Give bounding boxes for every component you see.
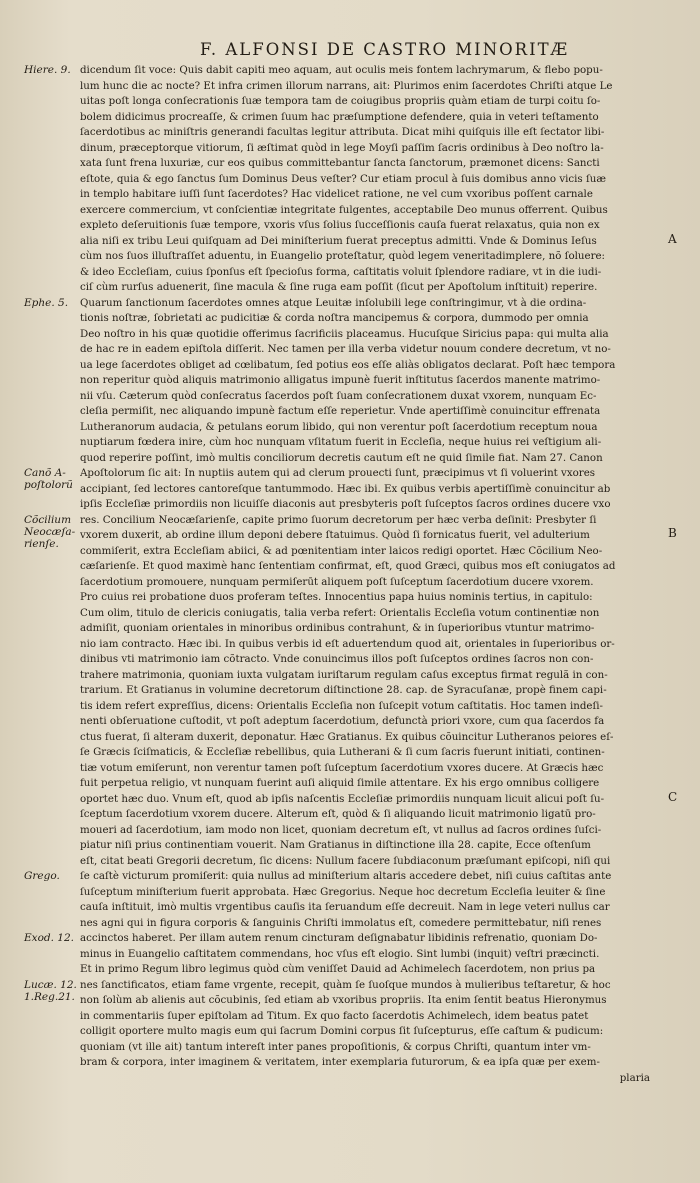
margin-citation <box>24 870 60 882</box>
text-line: Apoſtolorum ſic ait: In nuptiis autem qui ad clerum prouecti ſunt, præcipimus vt ſi voluerint vxores <box>80 467 596 479</box>
text-line: oportet hæc duo. Vnum eſt, quod ab ipſis naſcentis Eccleſiæ primordiis nunquam licuit alicui poſt ſu- <box>80 792 605 805</box>
text-line: Lutheranorum audacia, & petulans eorum libido, qui non verentur poſt ſacerdotium receptum noua <box>80 420 598 433</box>
text-line: Quarum ſanctionum ſacerdotes omnes atque Leuitæ inſolubili lege conſtringimur, vt à die ordina- <box>80 296 587 309</box>
text-line: accinctos haberet. Per illam autem renum cincturam deſignabatur libidinis refrenatio, quoniam Do- <box>80 932 598 944</box>
text-line: nes ſanctificatos, etiam fame vrgente, recepit, quàm ſe ſuoſque mundos à mulieribus teſtaretur, & hoc <box>80 978 611 991</box>
margin-citation-text: Lucæ. 12. <box>24 978 77 991</box>
text-line: cleſia permiſit, nec aliquando impunè factum eſſe reperietur. Vnde apertiſſimè conuincitur effrenata <box>80 405 601 417</box>
text-line: quoniam (vt ille ait) tantum intereſt inter panes propoſitionis, & corpus Chriſti, quantum inter vm- <box>80 1040 591 1053</box>
text-line: in commentariis ſuper epiſtolam ad Titum. Ex quo facto ſacerdotis Achimelech, idem beatus patet <box>80 1009 589 1022</box>
margin-citation-text: poſtolorũ <box>24 479 73 491</box>
margin-citation <box>24 932 74 944</box>
text-line: Cum olim, titulo de clericis coniugatis, talia verba refert: Orientalis Eccleſia votum continentiæ non <box>80 606 600 619</box>
text-line: non reperitur quòd aliquis matrimonio alligatus impunè fuerit inſtitutus ſacerdos manente matrimo- <box>80 374 601 386</box>
text-line: non ſolùm ab alienis aut cõcubinis, ſed etiam ab vxoribus propriis. Ita enim ſentit beatus Hieronymus <box>80 994 607 1006</box>
text-line: bolem didicimus procreaſſe, & crimen ſuum hac præſumptione defendere, quia in veteri teſtamento <box>80 110 599 123</box>
text-line: trahere matrimonia, quoniam iuxta vulgatam iuriſtarum regulam caſus exceptus firmat regulã in con- <box>80 668 608 681</box>
text-line: vxorem duxerit, ab ordine illum deponi debere ſtatuimus. Quòd ſi fornicatus fuerit, vel adulterium <box>80 529 590 541</box>
text-line: ciſ cùm rurſus aduenerit, ſine macula & ſine ruga eam poſſit (ſicut per Apoſtolum inſtituit) reperire. <box>80 281 598 293</box>
section-letter: C <box>668 789 678 804</box>
text-line: in templo habitare iuſſi ſunt ſacerdotes? Hac videlicet ratione, ne vel cum vxoribus poſſent carnale <box>80 188 593 200</box>
text-line: bram & corpora, inter imaginem & veritatem, inter exemplaria futurorum, & ea ipſa quæ per exem- <box>80 1056 600 1068</box>
margin-citation-text: Canõ A- <box>24 467 66 479</box>
margin-citation-text: Ephe. 5. <box>24 296 69 309</box>
text-line: moueri ad ſacerdotium, iam modo non licet, quoniam decretum eſt, vt nullus ad ſacros ordines ſuſci- <box>80 823 602 836</box>
text-line: nio iam contracto. Hæc ibi. In quibus verbis id eſt aduertendum quod ait, orientales in ſuperioribus or- <box>80 637 615 650</box>
margin-citation-text: rienſe. <box>24 537 59 550</box>
margin-citation <box>24 467 73 491</box>
text-line: cauſa inſtituit, imò multis vrgentibus cauſis ita ſeruandum eſſe decreuit. Nam in lege veteri nullus car <box>80 901 610 913</box>
text-line: exercere commercium, vt conſcientiæ integritate fulgentes, acceptabile Deo munus offerrent. Quibus <box>80 203 608 216</box>
running-header: F. ALFONSI DE CASTRO MINORITÆ <box>200 40 570 59</box>
text-line: expleto deſeruitionis ſuæ tempore, vxoris vſus ſolius ſucceſſionis cauſa fuerat relaxatus, quia non ex <box>80 219 600 231</box>
margin-citation <box>24 64 71 76</box>
text-line: uitas poſt longa conſecrationis ſuæ tempora tam de coiugibus propriis quàm etiam de turpi coitu ſo- <box>80 95 601 107</box>
text-line: ſuſceptum miniſterium fuerit approbata. Hæc Gregorius. Neque hoc decretum Eccleſia leuiter & ſine <box>80 885 606 898</box>
text-line: & ideo Eccleſiam, cuius ſponſus eſt ſpecioſus forma, caſtitatis voluit ſplendore radiare, vt in die iudi- <box>80 265 602 278</box>
body-text <box>80 63 650 1086</box>
text-line: ua lege ſacerdotes obliget ad cœlibatum, ſed potius eos eſſe aliàs obligatos declarat. Poſt hæc tempora <box>80 358 616 371</box>
text-line: piatur niſi prius continentiam vouerit. Nam Gratianus in diſtinctione illa 28. capite, Ecce oſtenſum <box>80 839 591 851</box>
text-line: dinum, præceptorque vitiorum, ſi æſtimat quòd in lege Moyſi paſſim ſacris ordinibus à Deo noſtro la- <box>80 141 604 154</box>
margin-citation <box>24 979 77 1003</box>
text-line: ſe caſtè victurum promiſerit: quia nullus ad miniſterium altaris accedere debet, niſi cuius caſtitas ante <box>80 870 612 882</box>
text-line: ſacerdotium promouere, nunquam permiſerūt aliquem poſt ſuſceptum ſacerdotium ducere vxorem. <box>80 575 594 588</box>
text-line: nes agni qui in figura corporis & ſanguinis Chriſti immolatus eſt, comedere permittebatur, niſi renes <box>80 916 602 929</box>
text-line: nii vſu. Cæterum quòd conſecratus ſacerdos poſt ſuam conſecrationem duxat vxorem, nunquam Ec- <box>80 389 597 402</box>
margin-citation-text: Neocæſa- <box>24 525 76 538</box>
text-line: tiæ votum emiſerunt, non verentur tamen poſt ſuſceptum ſacerdotium vxores ducere. At Græcis hæc <box>80 761 604 774</box>
margin-citation <box>24 297 68 309</box>
text-line: ſe Græcis ſciſmaticis, & Eccleſiæ rebellibus, quia Lutherani & ſi cum ſacris fuerunt initiati, continen- <box>80 746 605 758</box>
text-line: de hac re in eadem epiſtola diſſerit. Nec tamen per illa verba videtur nouum condere decretum, vt no- <box>80 343 611 355</box>
margin-citation-text: Grego. <box>24 870 60 882</box>
text-line: tis idem refert expreſſius, dicens: Orientalis Eccleſia non ſuſcepit votum caſtitatis. Hoc tamen indeſi- <box>80 699 604 712</box>
text-line: eſtote, quia & ego ſanctus ſum Dominus Deus veſter? Cur etiam procul à ſuis domibus anno vicis ſuæ <box>80 172 606 185</box>
text-line: alia niſi ex tribu Leui quiſquam ad Dei miniſterium fuerat preceptus admitti. Vnde & Dominus Ieſus <box>80 234 597 247</box>
text-line: colligit oportere multo magis eum qui ſacrum Domini corpus ſit ſuſcepturus, eſſe caſtum & pudicum: <box>80 1025 604 1037</box>
section-letter: B <box>668 526 677 540</box>
text-line: res. Concilium Neocæſarienſe, capite primo ſuorum decretorum per hæc verba deſinit: Presbyter ſi <box>80 513 597 526</box>
text-line: ſceptum ſacerdotium vxorem ducere. Alterum eſt, quòd & ſi aliquando licuit matrimonio ligatū pro- <box>80 808 596 820</box>
text-line: xata ſunt frena luxuriæ, cur eos quibus committebantur ſancta ſanctorum, præmonet dicens: Sancti <box>80 157 600 169</box>
section-letter: A <box>668 231 677 246</box>
text-line: accipiant, ſed lectores cantoreſque tantummodo. Hæc ibi. Ex quibus verbis apertiſſimè conuincitur ab <box>80 482 611 495</box>
text-line: minus in Euangelio caſtitatem commendans, hoc vſus eſt elogio. Sint lumbi (inquit) veſtri præcincti. <box>80 947 600 960</box>
margin-citation-text: Cõcilium <box>24 513 72 526</box>
text-line: ctus fuerat, ſi alteram duxerit, deponatur. Hæc Gratianus. Ex quibus cõuincitur Lutheranos peiores eſ- <box>80 730 614 743</box>
margin-citation-text: 1.Reg.21. <box>24 990 75 1003</box>
text-line: quod reperire poſſint, imò multis conciliorum decretis cautum eſt ne quid ſimile fiat. Nam 27. Canon <box>80 451 603 464</box>
text-line: ipſis Eccleſiæ primordiis non licuiſſe diaconis aut presbyteris poſt ſuſceptos ſacros ordines ducere vxo <box>80 498 611 510</box>
text-line: cæſarienſe. Et quod maximè hanc ſententiam confirmat, eſt, quod Græci, quibus mos eſt coniugatos ad <box>80 560 616 572</box>
text-line: nuptiarum fœdera inire, cùm hoc nunquam vſitatum fuerit in Eccleſia, neque huius rei veſtigium ali- <box>80 436 602 448</box>
text-line: Et in primo Regum libro legimus quòd cùm veniſſet Dauid ad Achimelech ſacerdotem, non prius pa <box>80 963 596 975</box>
text-line: tionis noſtræ, ſobrietati ac pudicitiæ & corda noſtra mancipemus & corpora, dummodo per omnia <box>80 312 589 324</box>
text-line: dicendum ſit voce: Quis dabit capiti meo aquam, aut oculis meis fontem lachrymarum, & flebo popu- <box>80 64 603 76</box>
margin-citation-text: Hiere. 9. <box>24 64 71 76</box>
margin-citation-text: Exod. 12. <box>24 932 75 944</box>
text-line: Deo noſtro in his quæ quotidie offerimus ſacrificiis placeamus. Hucuſque Siricius papa: qui multa alia <box>80 327 609 340</box>
text-line: commiſerit, extra Eccleſiam abiici, & ad pœnitentiam inter laicos redigi oportet. Hæc Cõcilium Neo- <box>80 544 603 557</box>
text-line: fuit perpetua religio, vt nunquam fuerint auſi aliquid ſimile attentare. Ex his ergo omnibus colligere <box>80 777 600 789</box>
text-line: plaria <box>619 1071 650 1084</box>
text-line: nenti obſeruatione cuſtodit, vt poſt adeptum ſacerdotium, defunctà priori vxore, cum qua ſacerdos fa <box>80 715 605 727</box>
text-line: admiſit, quoniam orientales in minoribus ordinibus contrahunt, & in ſuperioribus vtuntur matrimo- <box>80 622 595 634</box>
text-line: cùm nos ſuos illuſtraſſet aduentu, in Euangelio proteſtatur, quòd legem veneritadimplere, nõ ſoluere: <box>80 250 606 262</box>
text-line: lum hunc die ac nocte? Et infra crimen illorum narrans, ait: Plurimos enim ſacerdotes Chriſti atque Le <box>80 79 613 92</box>
margin-citation <box>24 514 75 550</box>
text-line: eſt, citat beati Gregorii decretum, ſic dicens: Nullum facere ſubdiaconum præſumant epiſcopi, niſi qui <box>80 854 611 867</box>
text-line: dinibus vti matrimonio iam cõtracto. Vnde conuincimus illos poſt ſuſceptos ordines ſacros non con- <box>80 653 594 665</box>
text-line: trarium. Et Gratianus in volumine decretorum diſtinctione 28. cap. de Syracuſanæ, propè finem capi- <box>80 684 607 696</box>
text-line: Pro cuius rei probatione duos proferam teſtes. Innocentius papa huius nominis tertius, in capitulo: <box>80 591 593 603</box>
text-line: ſacerdotibus ac miniſtris generandi facultas legitur attributa. Dicat mihi quiſquis ille eſt ſectator libi- <box>80 126 605 138</box>
